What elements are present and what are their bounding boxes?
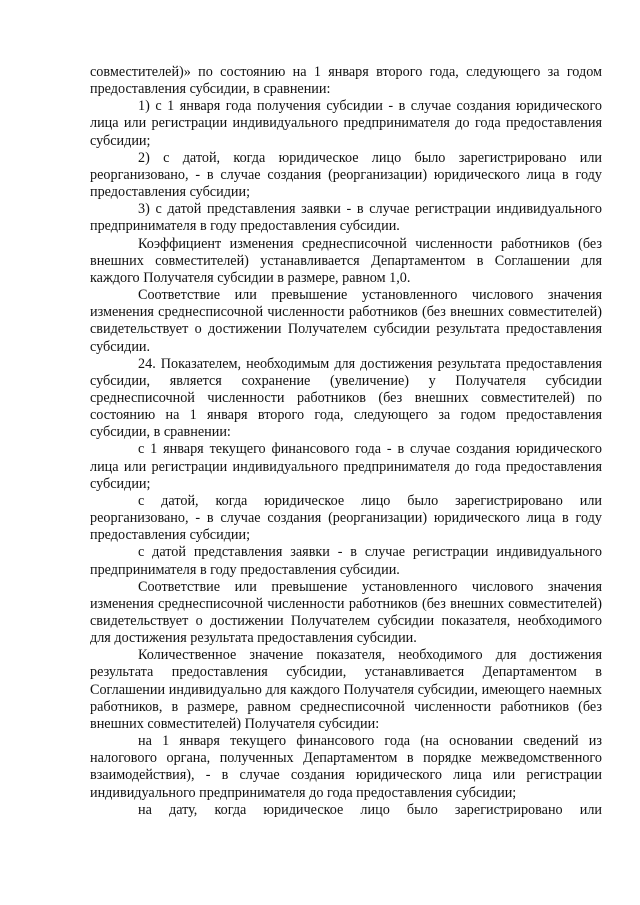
paragraph-quantitative-value: Количественное значение показателя, необходимого для достижения результата предоставления субсидии, устанавливается Департаментом в Соглашении индивидуально для каждого Получателя субсидии, имеющего наемных работников, в размере, равном среднесписочной численности работников (без внешних совместителей) Получателя субсидии: (90, 647, 602, 732)
document-body (90, 64, 602, 819)
paragraph-item-application-date: с датой представления заявки - в случае регистрации индивидуального предпринимателя в году предоставления субсидии. (90, 544, 602, 578)
paragraph-item-registration-date: с датой, когда юридическое лицо было зарегистрировано или реорганизовано, - в случае создания (реорганизации) юридического лица в году предоставления субсидии; (90, 492, 602, 544)
paragraph-section-24: 24. Показателем, необходимым для достижения результата предоставления субсидии, является сохранение (увеличение) у Получателя субсидии среднесписочной численности работников (без внешних совместителей) по состоянию на 1 января второго года, следующего за годом предоставления субсидии, в сравнении: (90, 355, 602, 441)
paragraph-item-january: с 1 января текущего финансового года - в случае создания юридического лица или регистрации индивидуального предпринимателя до года предоставления субсидии; (90, 441, 602, 492)
paragraph-item-2: 2) с датой, когда юридическое лицо было зарегистрировано или реорганизовано, - в случае создания (реорганизации) юридического лица в году предоставления субсидии; (90, 149, 602, 201)
paragraph-item-1: 1) с 1 января года получения субсидии - в случае создания юридического лица или регистрации индивидуального предпринимателя до года предоставления субсидии; (90, 98, 602, 149)
paragraph-item-registration-tail: на дату, когда юридическое лицо было зарегистрировано или (138, 801, 602, 818)
paragraph-compliance-result: Соответствие или превышение установленного числового значения изменения среднесписочной численности работников (без внешних совместителей) свидетельствует о достижении Получателем субсидии результата предоставления субсидии. (90, 287, 602, 355)
paragraph-item-3: 3) с датой представления заявки - в случае регистрации индивидуального предпринимателя в году предоставления субсидии. (90, 201, 602, 235)
paragraph-compliance-indicator: Соответствие или превышение установленного числового значения изменения среднесписочной численности работников (без внешних совместителей) свидетельствует о достижении Получателем субсидии показателя, необходимого для достижения результата предоставления субсидии. (90, 578, 602, 647)
paragraph-item-tax-data: на 1 января текущего финансового года (на основании сведений из налогового органа, полученных Департаментом в порядке межведомственного взаимодействия), - в случае создания юридического лица или регистрации индивидуального предпринимателя до года предоставления субсидии; (90, 733, 602, 801)
paragraph-coefficient: Коэффициент изменения среднесписочной численности работников (без внешних совместителей) устанавливается Департаментом в Соглашении для каждого Получателя субсидии в размере, равном 1,0. (90, 235, 602, 286)
paragraph-continuation: совместителей)» по состоянию на 1 января второго года, следующего за годом предоставления субсидии, в сравнении: (90, 64, 602, 98)
